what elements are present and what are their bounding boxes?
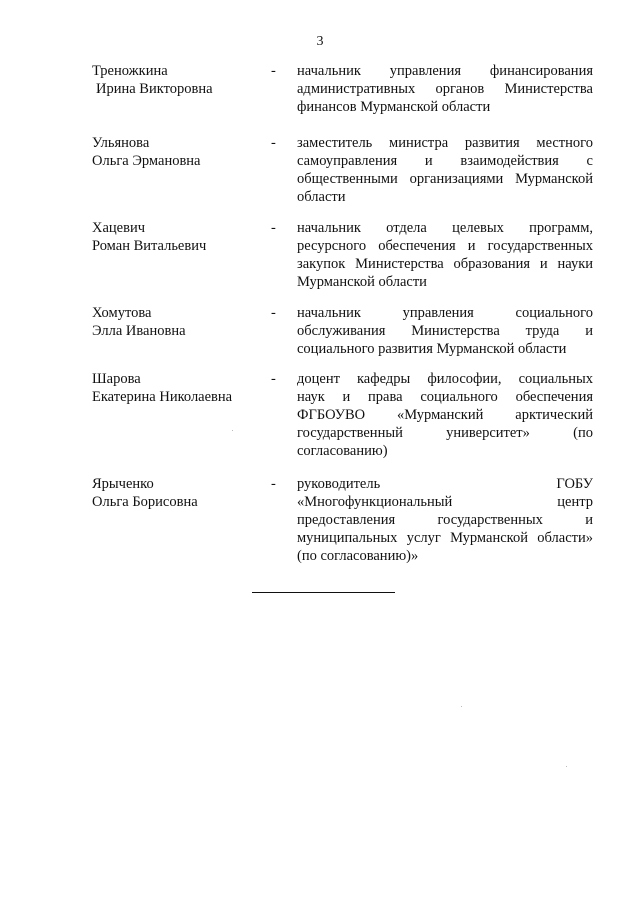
position-line: предоставления государственных и — [297, 512, 593, 528]
member-name — [92, 134, 262, 170]
member-entry — [0, 134, 640, 219]
position-line: административных органов Министерства — [297, 81, 593, 97]
position-line: доцент кафедры философии, социальных — [297, 371, 593, 387]
position-line: Мурманской области — [297, 274, 427, 290]
member-surname: Ярыченко — [92, 476, 154, 492]
member-position — [297, 304, 593, 358]
position-line: социального развития Мурманской области — [297, 341, 567, 357]
position-line: области — [297, 189, 346, 205]
member-name — [92, 219, 262, 255]
position-line: ресурсного обеспечения и государственных — [297, 238, 593, 254]
position-line: руководитель ГОБУ — [297, 476, 593, 492]
member-entry — [0, 370, 640, 475]
member-given-names: Роман Витальевич — [92, 238, 207, 254]
position-line: самоуправления и взаимодействия с — [297, 153, 593, 169]
position-line: финансов Мурманской области — [297, 99, 491, 115]
member-position — [297, 475, 593, 565]
dash-separator: - — [271, 220, 276, 236]
position-line: «Многофункциональный центр — [297, 494, 593, 510]
dash-separator: - — [271, 135, 276, 151]
member-surname: Ульянова — [92, 135, 150, 151]
member-surname: Хацевич — [92, 220, 146, 236]
position-line: обслуживания Министерства труда и — [297, 323, 593, 339]
member-name — [92, 370, 262, 406]
position-line: начальник управления финансирования — [297, 63, 593, 79]
member-given-names: Екатерина Николаевна — [92, 389, 233, 405]
scan-speck — [566, 766, 567, 767]
member-entry — [0, 62, 640, 134]
member-name — [92, 62, 262, 98]
dash-separator: - — [271, 63, 276, 79]
position-line: ФГБОУВО «Мурманский арктический — [297, 407, 593, 423]
member-position — [297, 219, 593, 291]
position-line: наук и права социального обеспечения — [297, 389, 593, 405]
member-position — [297, 370, 593, 460]
member-name — [92, 475, 262, 511]
position-line: закупок Министерства образования и науки — [297, 256, 593, 272]
member-name — [92, 304, 262, 340]
scan-speck — [461, 706, 462, 707]
position-line: начальник отдела целевых программ, — [297, 220, 593, 236]
member-surname: Хомутова — [92, 305, 152, 321]
member-entry — [0, 219, 640, 304]
member-given-names: Ольга Эрмановна — [92, 153, 201, 169]
position-line: (по согласованию)» — [297, 548, 419, 564]
position-line: согласованию) — [297, 443, 388, 459]
page-number: 3 — [316, 34, 324, 49]
members-list — [0, 62, 640, 575]
position-line: общественными организациями Мурманской — [297, 171, 593, 187]
member-position — [297, 134, 593, 206]
position-line: муниципальных услуг Мурманской области» — [297, 530, 593, 546]
member-given-names: Ольга Борисовна — [92, 494, 198, 510]
member-position — [297, 62, 593, 116]
dash-separator: - — [271, 476, 276, 492]
position-line: заместитель министра развития местного — [297, 135, 593, 151]
member-given-names: Элла Ивановна — [92, 323, 186, 339]
member-surname: Треножкина — [92, 63, 168, 79]
member-surname: Шарова — [92, 371, 141, 387]
scan-speck — [232, 430, 233, 431]
position-line: государственный университет» (по — [297, 425, 593, 441]
closing-rule — [252, 592, 395, 593]
member-entry — [0, 304, 640, 370]
dash-separator: - — [271, 305, 276, 321]
position-line: начальник управления социального — [297, 305, 593, 321]
member-entry — [0, 475, 640, 575]
dash-separator: - — [271, 371, 276, 387]
member-given-names: Ирина Викторовна — [96, 81, 213, 97]
